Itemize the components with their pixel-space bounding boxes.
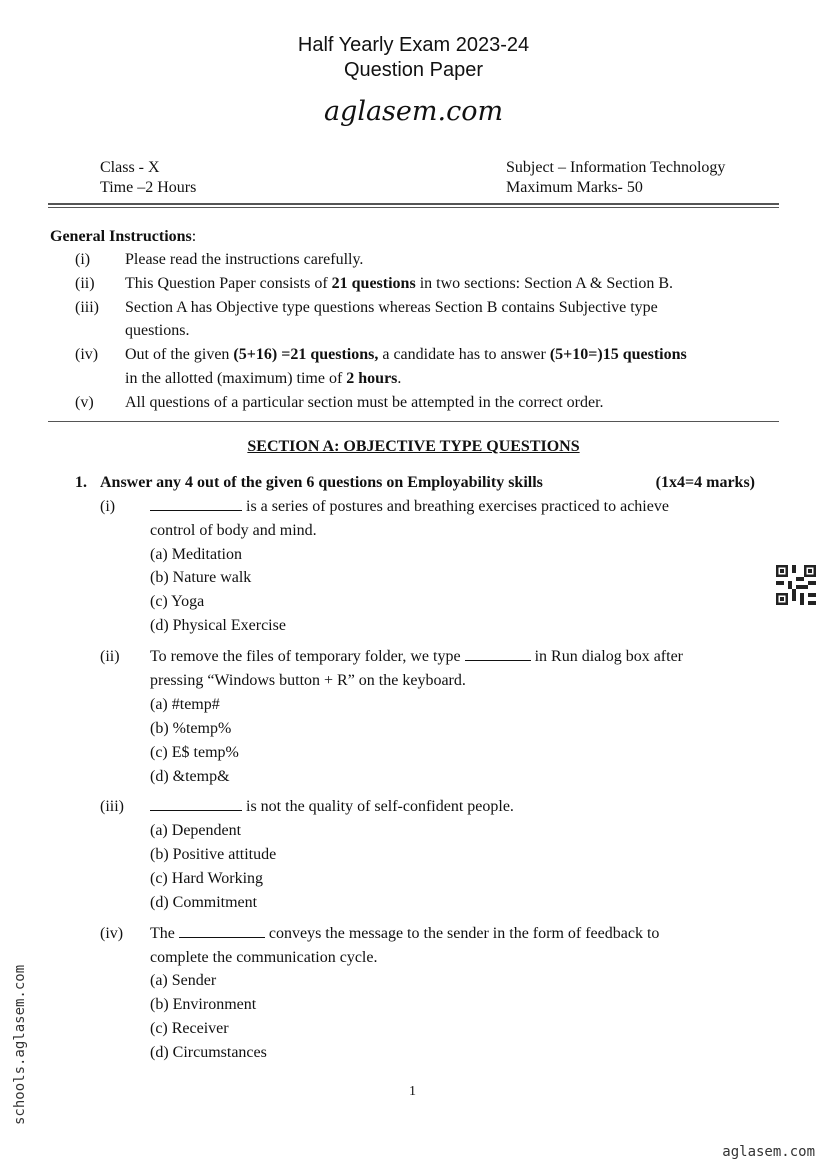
instruction-text: All questions of a particular section must be attempted in the correct order. [125, 394, 604, 411]
qr-code-icon [776, 565, 816, 605]
option: (a) Dependent [150, 822, 242, 839]
question-marks: (1x4=4 marks) [655, 474, 755, 491]
instruction-num: (ii) [75, 275, 95, 292]
subquestion-text: complete the communication cycle. [150, 949, 378, 966]
option: (b) Environment [150, 996, 257, 1013]
exam-subtitle: Question Paper [344, 59, 483, 81]
option: (d) Circumstances [150, 1044, 267, 1061]
instructions-heading: General Instructions: [50, 228, 197, 245]
section-a-title: SECTION A: OBJECTIVE TYPE QUESTIONS [247, 438, 580, 455]
subquestion-num: (iii) [100, 798, 124, 815]
question-text: Answer any 4 out of the given 6 questions on Employability skills [100, 474, 543, 491]
option: (c) Yoga [150, 593, 205, 610]
header-divider-thin [48, 207, 779, 208]
option: (c) Receiver [150, 1020, 229, 1037]
section-divider [48, 421, 779, 422]
question-number: 1. [75, 474, 87, 491]
bottom-watermark: aglasem.com [722, 1144, 815, 1160]
option: (b) Nature walk [150, 569, 252, 586]
instruction-text: Please read the instructions carefully. [125, 251, 364, 268]
header-divider [48, 203, 779, 205]
option: (d) Commitment [150, 894, 258, 911]
instruction-text: Out of the given (5+16) =21 questions, a candidate has to answer (5+10=)15 questions [125, 346, 687, 363]
subject-label: Subject – Information Technology [506, 159, 726, 176]
instruction-text: in the allotted (maximum) time of 2 hours. [125, 370, 402, 387]
subquestion-text: is a series of postures and breathing exercises practiced to achieve [150, 495, 669, 519]
option: (c) E$ temp% [150, 744, 239, 761]
subquestion-num: (i) [100, 498, 116, 515]
instruction-text: This Question Paper consists of 21 questions in two sections: Section A & Section B. [125, 275, 674, 292]
subquestion-text: is not the quality of self-confident people. [150, 795, 514, 819]
option: (a) Sender [150, 972, 217, 989]
answer-blank [150, 496, 242, 511]
subquestion-text: pressing “Windows button + R” on the keyboard. [150, 672, 466, 689]
subquestion-num: (iv) [100, 925, 124, 942]
site-logo: aglasem.com [323, 96, 504, 127]
instruction-text: Section A has Objective type questions whereas Section B contains Subjective type [125, 299, 658, 316]
option: (a) #temp# [150, 696, 220, 713]
subquestion-text: control of body and mind. [150, 522, 317, 539]
instruction-num: (i) [75, 251, 91, 268]
instruction-num: (iv) [75, 346, 99, 363]
subquestion-text: The conveys the message to the sender in the form of feedback to [150, 925, 660, 942]
class-label: Class - X [100, 159, 160, 176]
instruction-text: questions. [125, 322, 190, 339]
exam-title: Half Yearly Exam 2023-24 [297, 34, 530, 56]
subquestion-num: (ii) [100, 648, 120, 665]
subquestion-text: To remove the files of temporary folder, we type in Run dialog box after [150, 648, 683, 665]
option: (b) %temp% [150, 720, 232, 737]
option: (c) Hard Working [150, 870, 264, 887]
instruction-num: (iii) [75, 299, 99, 316]
option: (d) &temp& [150, 768, 230, 785]
option: (d) Physical Exercise [150, 617, 286, 634]
answer-blank [150, 796, 242, 811]
side-watermark: schools.aglasem.com [12, 964, 28, 1125]
option: (a) Meditation [150, 546, 242, 563]
option: (b) Positive attitude [150, 846, 277, 863]
answer-blank [465, 646, 531, 661]
max-marks-label: Maximum Marks- 50 [506, 179, 643, 196]
instruction-num: (v) [75, 394, 94, 411]
answer-blank [179, 923, 265, 938]
time-label: Time –2 Hours [100, 179, 197, 196]
page-number: 1 [409, 1084, 416, 1099]
